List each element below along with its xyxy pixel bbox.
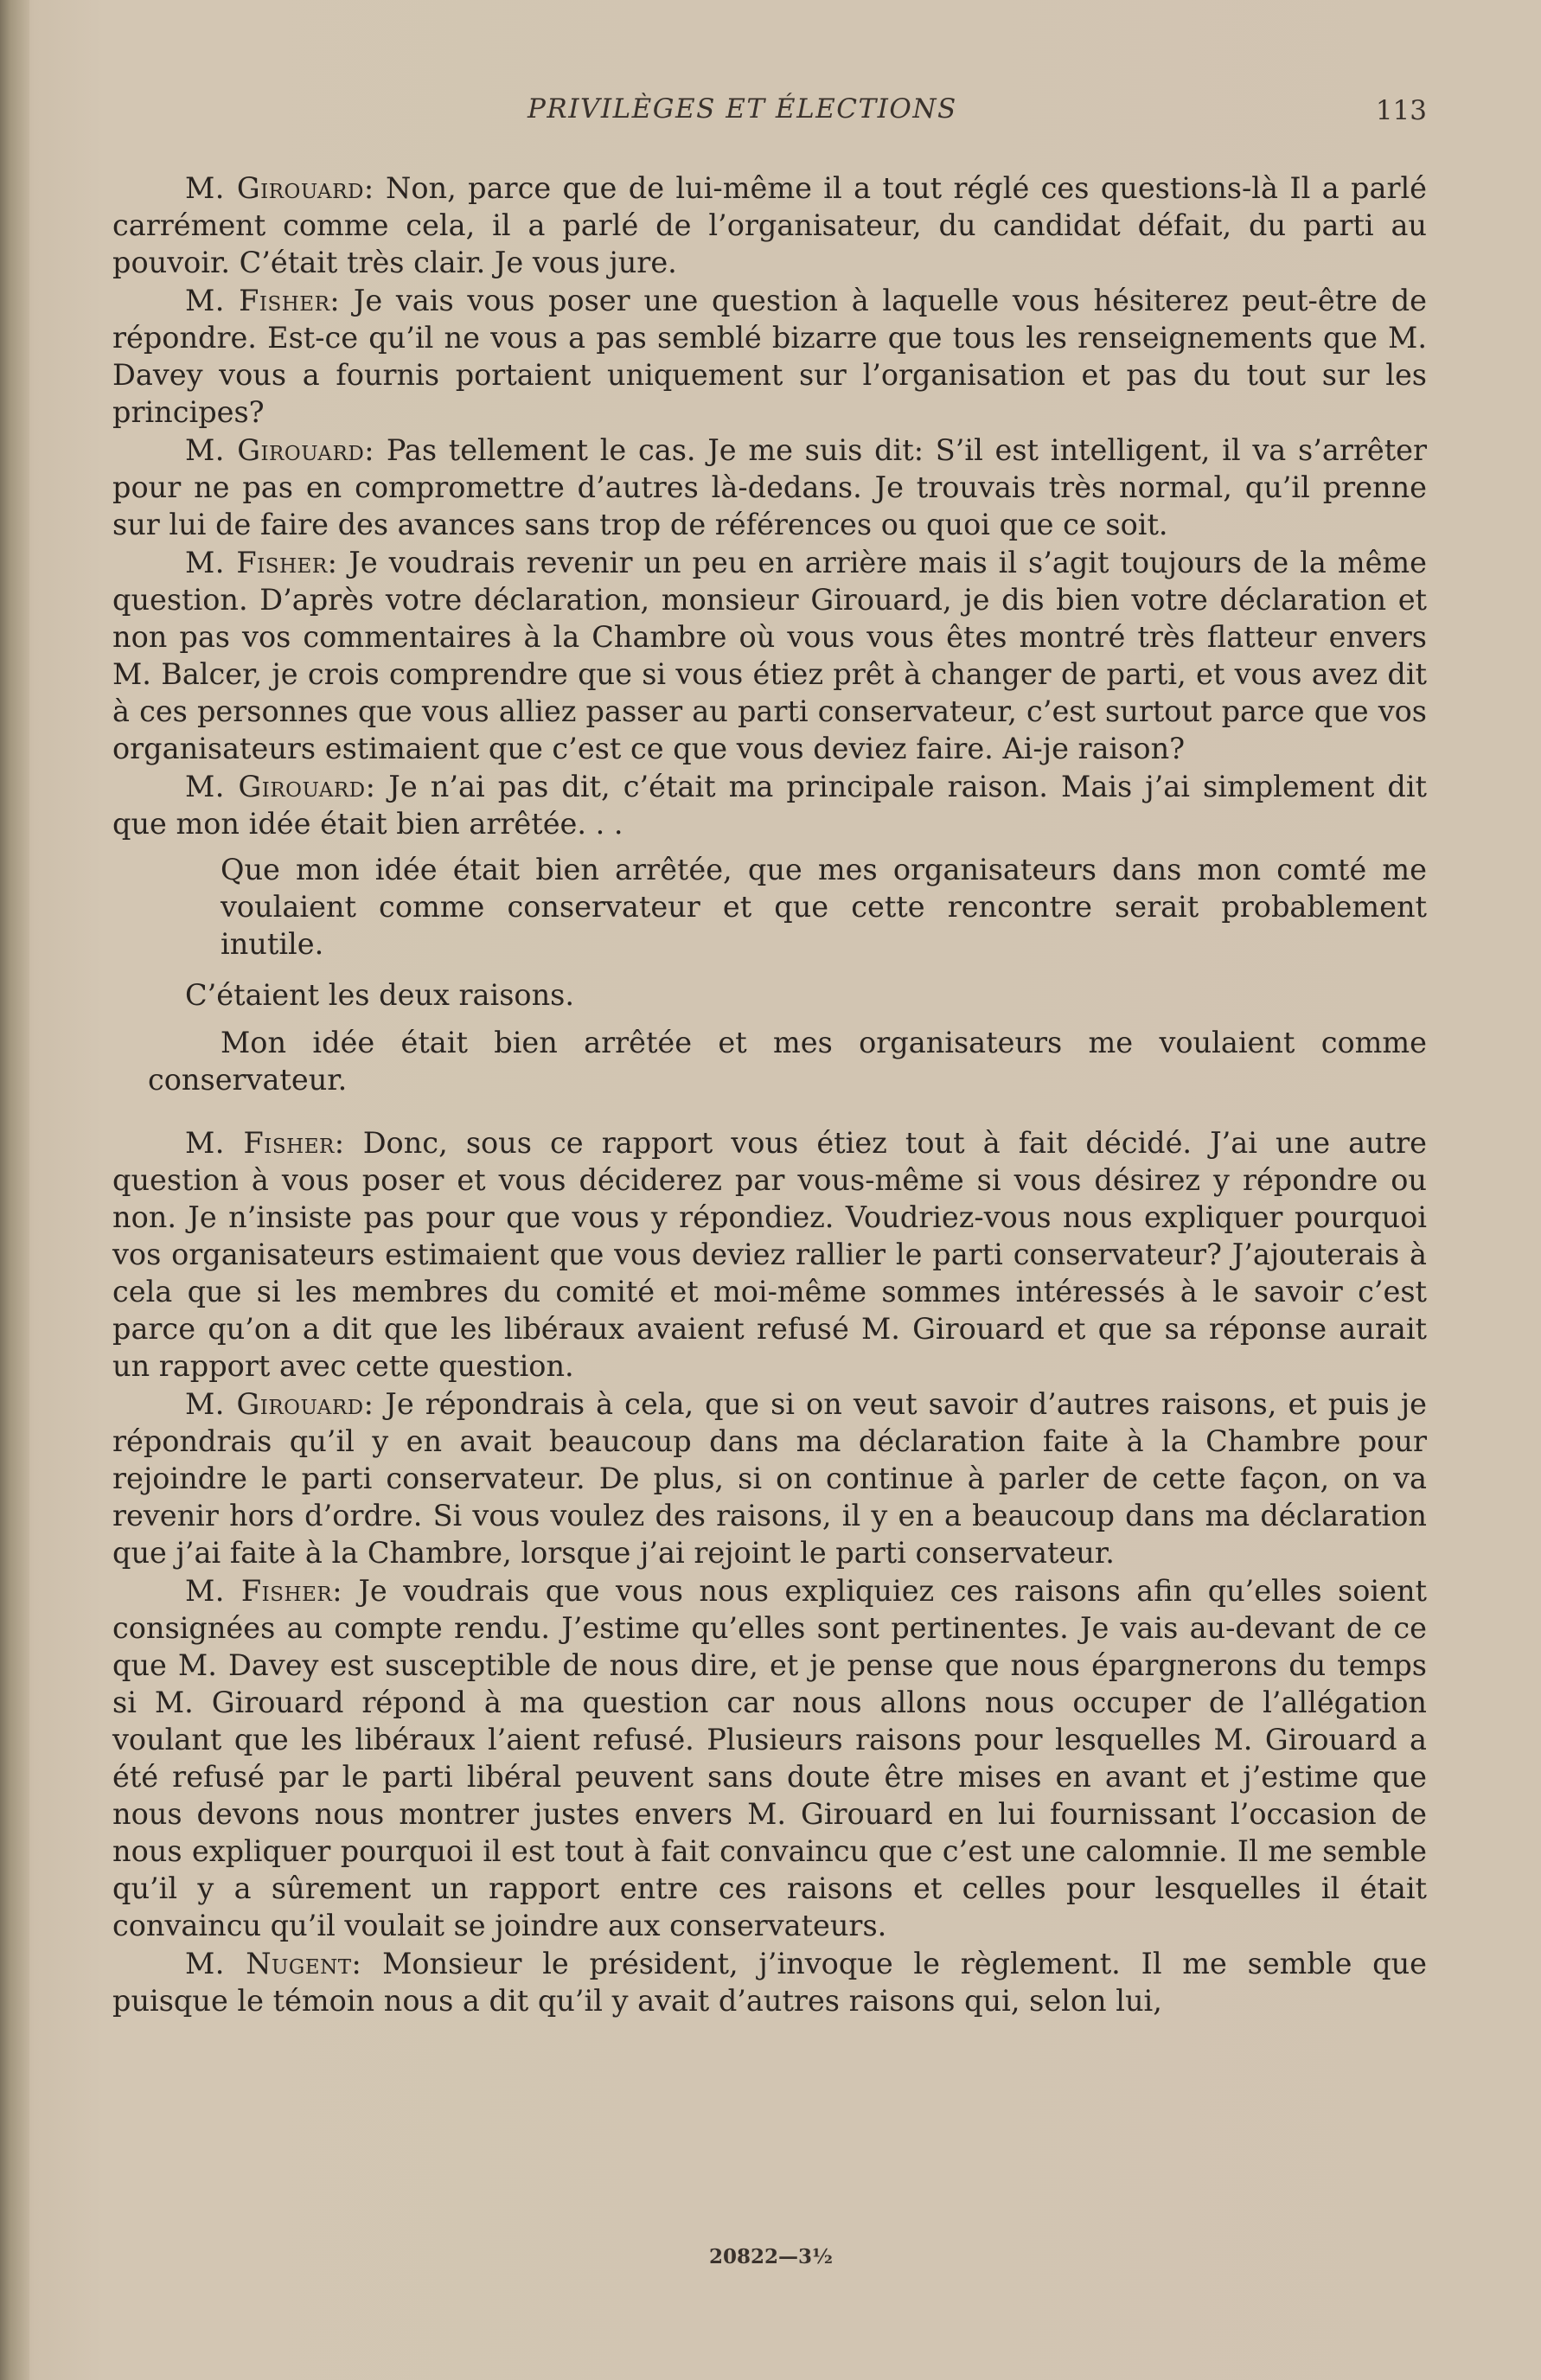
speaker-name: M. Fisher:: [185, 284, 341, 317]
page-header: [112, 93, 1427, 137]
paragraph-text: Je répondrais à cela, que si on veut savoir d’autres raisons, et puis je répondrais qu’il y en avait beaucoup dans ma déclaration faite à la Chambre pour rejoindre le parti conservateur. De plus, si on continue à parler de cette façon, on va revenir hors d’ordre. Si vous voulez des raisons, il y en a beaucoup dans ma déclaration que j’ai faite à la Chambre, lorsque j’ai rejoint le parti conservateur.: [112, 1387, 1427, 1570]
paragraph: [112, 432, 1427, 543]
paragraph: [112, 1945, 1427, 2019]
speaker-name: M. Fisher:: [185, 1574, 342, 1608]
book-binding-edge: [0, 0, 29, 2380]
paragraph-text: Donc, sous ce rapport vous étiez tout à fait décidé. J’ai une autre question à vous poser et vous déciderez par vous-même si vous désirez y répondre ou non. Je n’insiste pas pour que vous y répondiez. Voudriez-vous nous expliquer pourquoi vos organisateurs estimaient que vous deviez rallier le parti conservateur? J’ajouterais à cela que si les membres du comité et moi-même sommes intéressés à le savoir c’est parce qu’on a dit que les libéraux avaient refusé M. Girouard et que sa réponse aurait un rapport avec cette question.: [112, 1126, 1427, 1383]
paragraph-text: Je voudrais revenir un peu en arrière mais il s’agit toujours de la même question. D’après votre déclaration, monsieur Girouard, je dis bien votre déclaration et non pas vos commentaires à la Chambre où vous vous êtes montré très flatteur envers M. Balcer, je crois comprendre que si vous étiez prêt à changer de parti, et vous avez dit à ces personnes que vous alliez passer au parti conservateur, c’est surtout parce que vos organisateurs estimaient que c’est ce que vous deviez faire. Ai-je raison?: [112, 546, 1427, 765]
paragraph-text: Pas tellement le cas. Je me suis dit: S’il est intelligent, il va s’arrêter pour ne pas en compromettre d’autres là-dedans. Je trouvais très normal, qu’il prenne sur lui de faire des avances sans trop de références ou quoi que ce soit.: [112, 433, 1428, 541]
speaker-name: M. Girouard:: [185, 1387, 374, 1421]
paragraph-text: Je vais vous poser une question à laquelle vous hésiterez peut-être de répondre. Est-ce qu’il ne vous a pas semblé bizarre que tous les renseignements que M. Davey vous a fournis portaient uniquement sur l’organisation et pas du tout sur les principes?: [112, 284, 1427, 429]
page-number: 113: [1375, 95, 1427, 126]
printer-signature: 20822—3½: [709, 2245, 834, 2268]
speaker-name: M. Girouard:: [185, 171, 374, 205]
speaker-name: M. Fisher:: [185, 1126, 345, 1160]
paragraph-text: Je n’ai pas dit, c’était ma principale raison. Mais j’ai simplement dit que mon idée était bien arrêtée. . .: [112, 770, 1428, 841]
paragraph-text: Je voudrais que vous nous expliquiez ces raisons afin qu’elles soient consignées au compte rendu. J’estime qu’elles sont pertinentes. Je vais au-devant de ce que M. Davey est susceptible de nous dire, et je pense que nous épargnerons du temps si M. Girouard répond à ma question car nous allons nous occuper de l’allégation voulant que les libéraux l’aient refusé. Plusieurs raisons pour lesquelles M. Girouard a été refusé par le parti libéral peuvent sans doute être mises en avant et j’estime que nous devons nous montrer justes envers M. Girouard en lui fournissant l’occasion de nous expliquer pourquoi il est tout à fait convaincu que c’est une calomnie. Il me semble qu’il y a sûrement un rapport entre ces raisons et celles pour lesquelles il était convaincu qu’il voulait se joindre aux conservateurs.: [112, 1574, 1427, 1942]
block-quote: Mon idée était bien arrêtée et mes organisateurs me voulaient comme conservateur.: [148, 1026, 1427, 1097]
paragraph-text: Non, parce que de lui-même il a tout réglé ces questions-là Il a parlé carrément comme cela, il a parlé de l’organisateur, du candidat défait, du parti au pouvoir. C’était très clair. Je vous jure.: [112, 171, 1427, 279]
plain-line: C’étaient les deux raisons.: [185, 978, 575, 1012]
running-title: PRIVILÈGES ET ÉLECTIONS: [528, 93, 957, 125]
paragraph: [112, 768, 1427, 842]
speaker-name: M. Fisher:: [185, 546, 338, 579]
speaker-name: M. Nugent:: [185, 1947, 362, 1980]
paragraph: [112, 1385, 1427, 1571]
paragraph: [112, 544, 1427, 767]
paragraph: [112, 170, 1427, 281]
paragraph: [112, 282, 1427, 431]
page-body: [112, 170, 1427, 2020]
speaker-name: M. Girouard:: [185, 433, 375, 467]
speaker-name: M. Girouard:: [185, 770, 376, 803]
block-quote: Que mon idée était bien arrêtée, que mes organisateurs dans mon comté me voulaient comme conservateur et que cette rencontre serait probablement inutile.: [221, 853, 1427, 961]
paragraph-text: Monsieur le président, j’invoque le règlement. Il me semble que puisque le témoin nous a dit qu’il y avait d’autres raisons qui, selon lui,: [112, 1947, 1428, 2018]
paragraph: [112, 1124, 1427, 1385]
paragraph: [112, 1572, 1427, 1944]
